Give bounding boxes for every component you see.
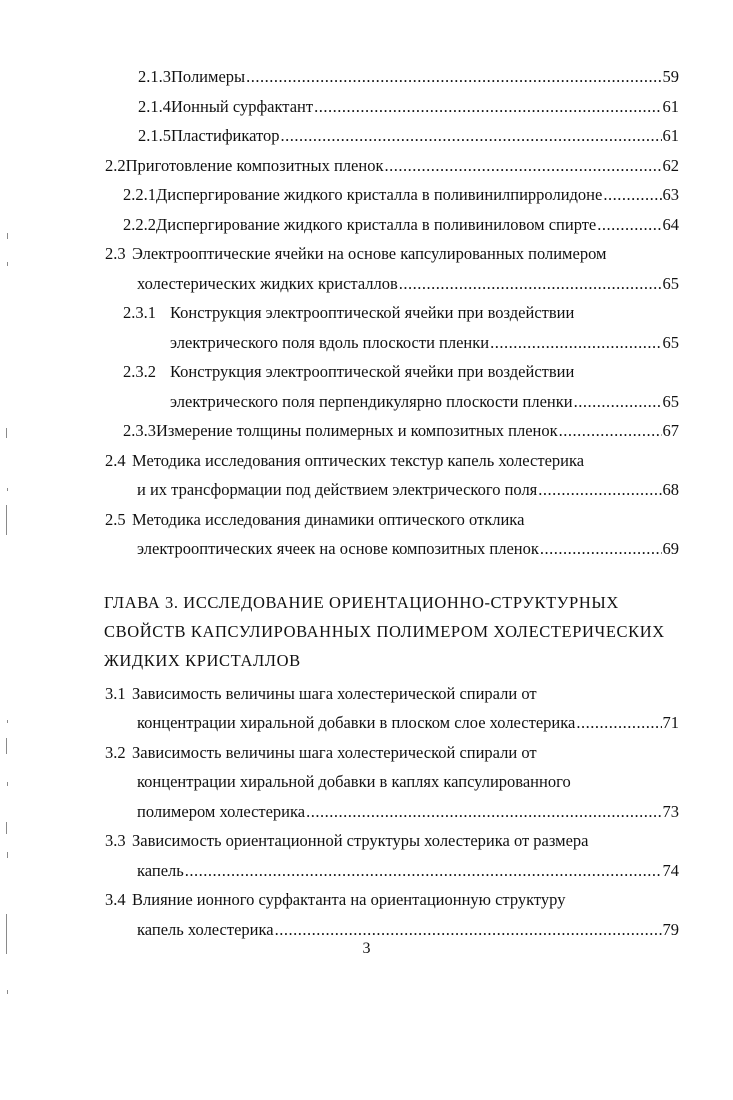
toc-entry [0, 121, 733, 151]
toc-entry-page: 74 [662, 860, 679, 880]
toc-entry-title: и их трансформации под действием электрического поля [137, 480, 538, 499]
toc-entry-line [0, 679, 733, 709]
toc-entry [0, 416, 733, 446]
toc-entry-page: 68 [662, 480, 679, 499]
toc-leader-dots [540, 534, 662, 564]
toc-leader-dots [306, 797, 661, 827]
toc-entry-line [0, 210, 733, 240]
toc-entry-page: 64 [662, 214, 679, 234]
toc-entry [0, 885, 733, 944]
toc-entry-number: 2.1.5 [138, 126, 171, 145]
toc-entry-page: 61 [662, 126, 679, 145]
toc-entry-page: 79 [662, 919, 679, 939]
toc-entry-number: 2.2.1 [123, 185, 156, 204]
toc-entry-line [0, 62, 733, 92]
toc-entry-title: электрического поля перпендикулярно плоскости пленки [170, 391, 573, 411]
toc-entry [0, 826, 733, 885]
toc-entry-title: капель [137, 860, 184, 880]
toc-entry-number: 2.5 [105, 509, 126, 529]
toc-entry-number: 2.2.2 [123, 214, 156, 234]
toc-entry-title: Зависимость величины шага холестерической спирали от [132, 742, 537, 762]
toc-section-chapter-3 [0, 679, 733, 945]
toc-entry-title: Методика исследования оптических текстур капель холестерика [132, 450, 585, 470]
toc-entry-line [0, 151, 733, 181]
toc-entry-title: Пластификатор [171, 126, 280, 145]
toc-entry-number: 2.3.2 [123, 362, 156, 381]
toc-entry-number: 2.3.3 [123, 421, 156, 440]
toc-entry [0, 357, 733, 416]
toc-entry [0, 151, 733, 181]
toc-entry-title: Конструкция электрооптической ячейки при воздействии [170, 362, 575, 381]
toc-leader-dots [399, 269, 662, 299]
toc-entry-title: холестерических жидких кристаллов [137, 273, 398, 293]
page-number: 3 [362, 940, 371, 957]
toc-entry-number: 2.3.1 [123, 303, 156, 322]
toc-entry-number: 2.2 [105, 155, 126, 175]
toc-entry-line [0, 856, 733, 886]
toc-entry [0, 738, 733, 827]
toc-entry-line [0, 885, 733, 915]
toc-entry [0, 679, 733, 738]
toc-entry-line [0, 180, 733, 210]
toc-entry-number: 2.3 [105, 244, 126, 263]
toc-entry-page: 65 [662, 273, 679, 293]
toc-entry-line [0, 708, 733, 738]
toc-entry-line [0, 121, 733, 151]
toc-entry-page: 71 [662, 713, 679, 732]
toc-entry-line [0, 505, 733, 535]
toc-entry-number: 2.1.4 [138, 96, 171, 116]
toc-entry-line [0, 269, 733, 299]
toc-entry-title: Электрооптические ячейки на основе капсулированных полимером [132, 244, 607, 263]
chapter-heading-line: СВОЙСТВ КАПСУЛИРОВАННЫХ ПОЛИМЕРОМ ХОЛЕСТЕРИЧЕСКИХ [104, 621, 665, 641]
toc-entry-line [0, 298, 733, 328]
toc-entry-number: 3.3 [105, 831, 126, 850]
toc-leader-dots [185, 856, 662, 886]
toc-entry-page: 73 [662, 801, 679, 821]
toc-entry-line [0, 387, 733, 417]
toc-entry-title: электрического поля вдоль плоскости пленки [170, 332, 490, 352]
toc-entry-title: электрооптических ячеек на основе композитных пленок [137, 539, 539, 558]
toc-entry-title: Конструкция электрооптической ячейки при воздействии [170, 303, 575, 322]
toc-leader-dots [246, 62, 661, 92]
table-of-contents [0, 62, 733, 944]
toc-entry-page: 61 [662, 96, 679, 116]
toc-leader-dots [281, 121, 662, 151]
toc-entry-number: 3.1 [105, 683, 126, 703]
toc-entry-page: 63 [662, 185, 679, 204]
toc-entry-line [0, 797, 733, 827]
toc-entry-title: капель холестерика [137, 919, 274, 939]
toc-entry-page: 67 [662, 421, 679, 440]
toc-entry-page: 65 [662, 332, 679, 352]
toc-entry-title: Измерение толщины полимерных и композитных пленок [156, 421, 558, 440]
toc-entry-number: 2.4 [105, 450, 126, 470]
toc-entry-line [0, 826, 733, 856]
toc-entry-title: Диспергирование жидкого кристалла в поливинилпирролидоне [156, 185, 603, 204]
toc-entry-line [0, 767, 733, 797]
toc-entry-title: концентрации хиральной добавки в плоском слое холестерика [137, 713, 576, 732]
toc-entry-page: 59 [662, 67, 679, 86]
toc-entry-number: 3.2 [105, 742, 126, 762]
toc-section-chapter-2 [0, 62, 733, 564]
toc-leader-dots [314, 92, 661, 122]
toc-entry-line [0, 328, 733, 358]
toc-entry-title: Ионный сурфактант [171, 96, 314, 116]
toc-entry-title: полимером холестерика [137, 801, 306, 821]
toc-leader-dots [490, 328, 661, 358]
toc-entry-number: 2.1.3 [138, 67, 171, 86]
toc-leader-dots [574, 387, 662, 417]
toc-entry-title: Методика исследования динамики оптического отклика [132, 509, 525, 529]
toc-leader-dots [384, 151, 661, 181]
chapter-3-heading [0, 588, 733, 675]
toc-entry [0, 505, 733, 564]
toc-entry-title: Диспергирование жидкого кристалла в поливиниловом спирте [156, 214, 597, 234]
chapter-heading-line: ГЛАВА 3. ИССЛЕДОВАНИЕ ОРИЕНТАЦИОННО-СТРУКТУРНЫХ [104, 592, 619, 612]
toc-entry-title: Зависимость ориентационной структуры холестерика от размера [132, 831, 589, 850]
toc-entry-line [0, 92, 733, 122]
toc-entry-title: Полимеры [171, 67, 246, 86]
toc-entry [0, 446, 733, 505]
toc-entry-line [0, 357, 733, 387]
toc-entry-line [0, 534, 733, 564]
toc-entry-page: 65 [662, 391, 679, 411]
toc-entry [0, 210, 733, 240]
toc-entry-page: 62 [662, 155, 679, 175]
toc-leader-dots [603, 180, 661, 210]
toc-entry [0, 239, 733, 298]
chapter-heading-line: ЖИДКИХ КРИСТАЛЛОВ [104, 650, 301, 670]
toc-entry-number: 3.4 [105, 890, 126, 909]
toc-leader-dots [576, 708, 661, 738]
toc-entry-page: 69 [662, 539, 679, 558]
toc-entry [0, 180, 733, 210]
toc-entry-line [0, 416, 733, 446]
toc-entry-title: Зависимость величины шага холестерической спирали от [132, 683, 537, 703]
toc-entry [0, 92, 733, 122]
toc-entry [0, 62, 733, 92]
toc-leader-dots [597, 210, 661, 240]
toc-entry-line [0, 475, 733, 505]
toc-leader-dots [538, 475, 661, 505]
toc-leader-dots [559, 416, 662, 446]
toc-entry-title: Приготовление композитных пленок [125, 155, 384, 175]
toc-entry-line [0, 738, 733, 768]
toc-entry-title: Влияние ионного сурфактанта на ориентационную структуру [132, 890, 566, 909]
toc-entry [0, 298, 733, 357]
toc-entry-line [0, 446, 733, 476]
toc-entry-title: концентрации хиральной добавки в каплях капсулированного [137, 772, 571, 791]
toc-entry-line [0, 239, 733, 269]
